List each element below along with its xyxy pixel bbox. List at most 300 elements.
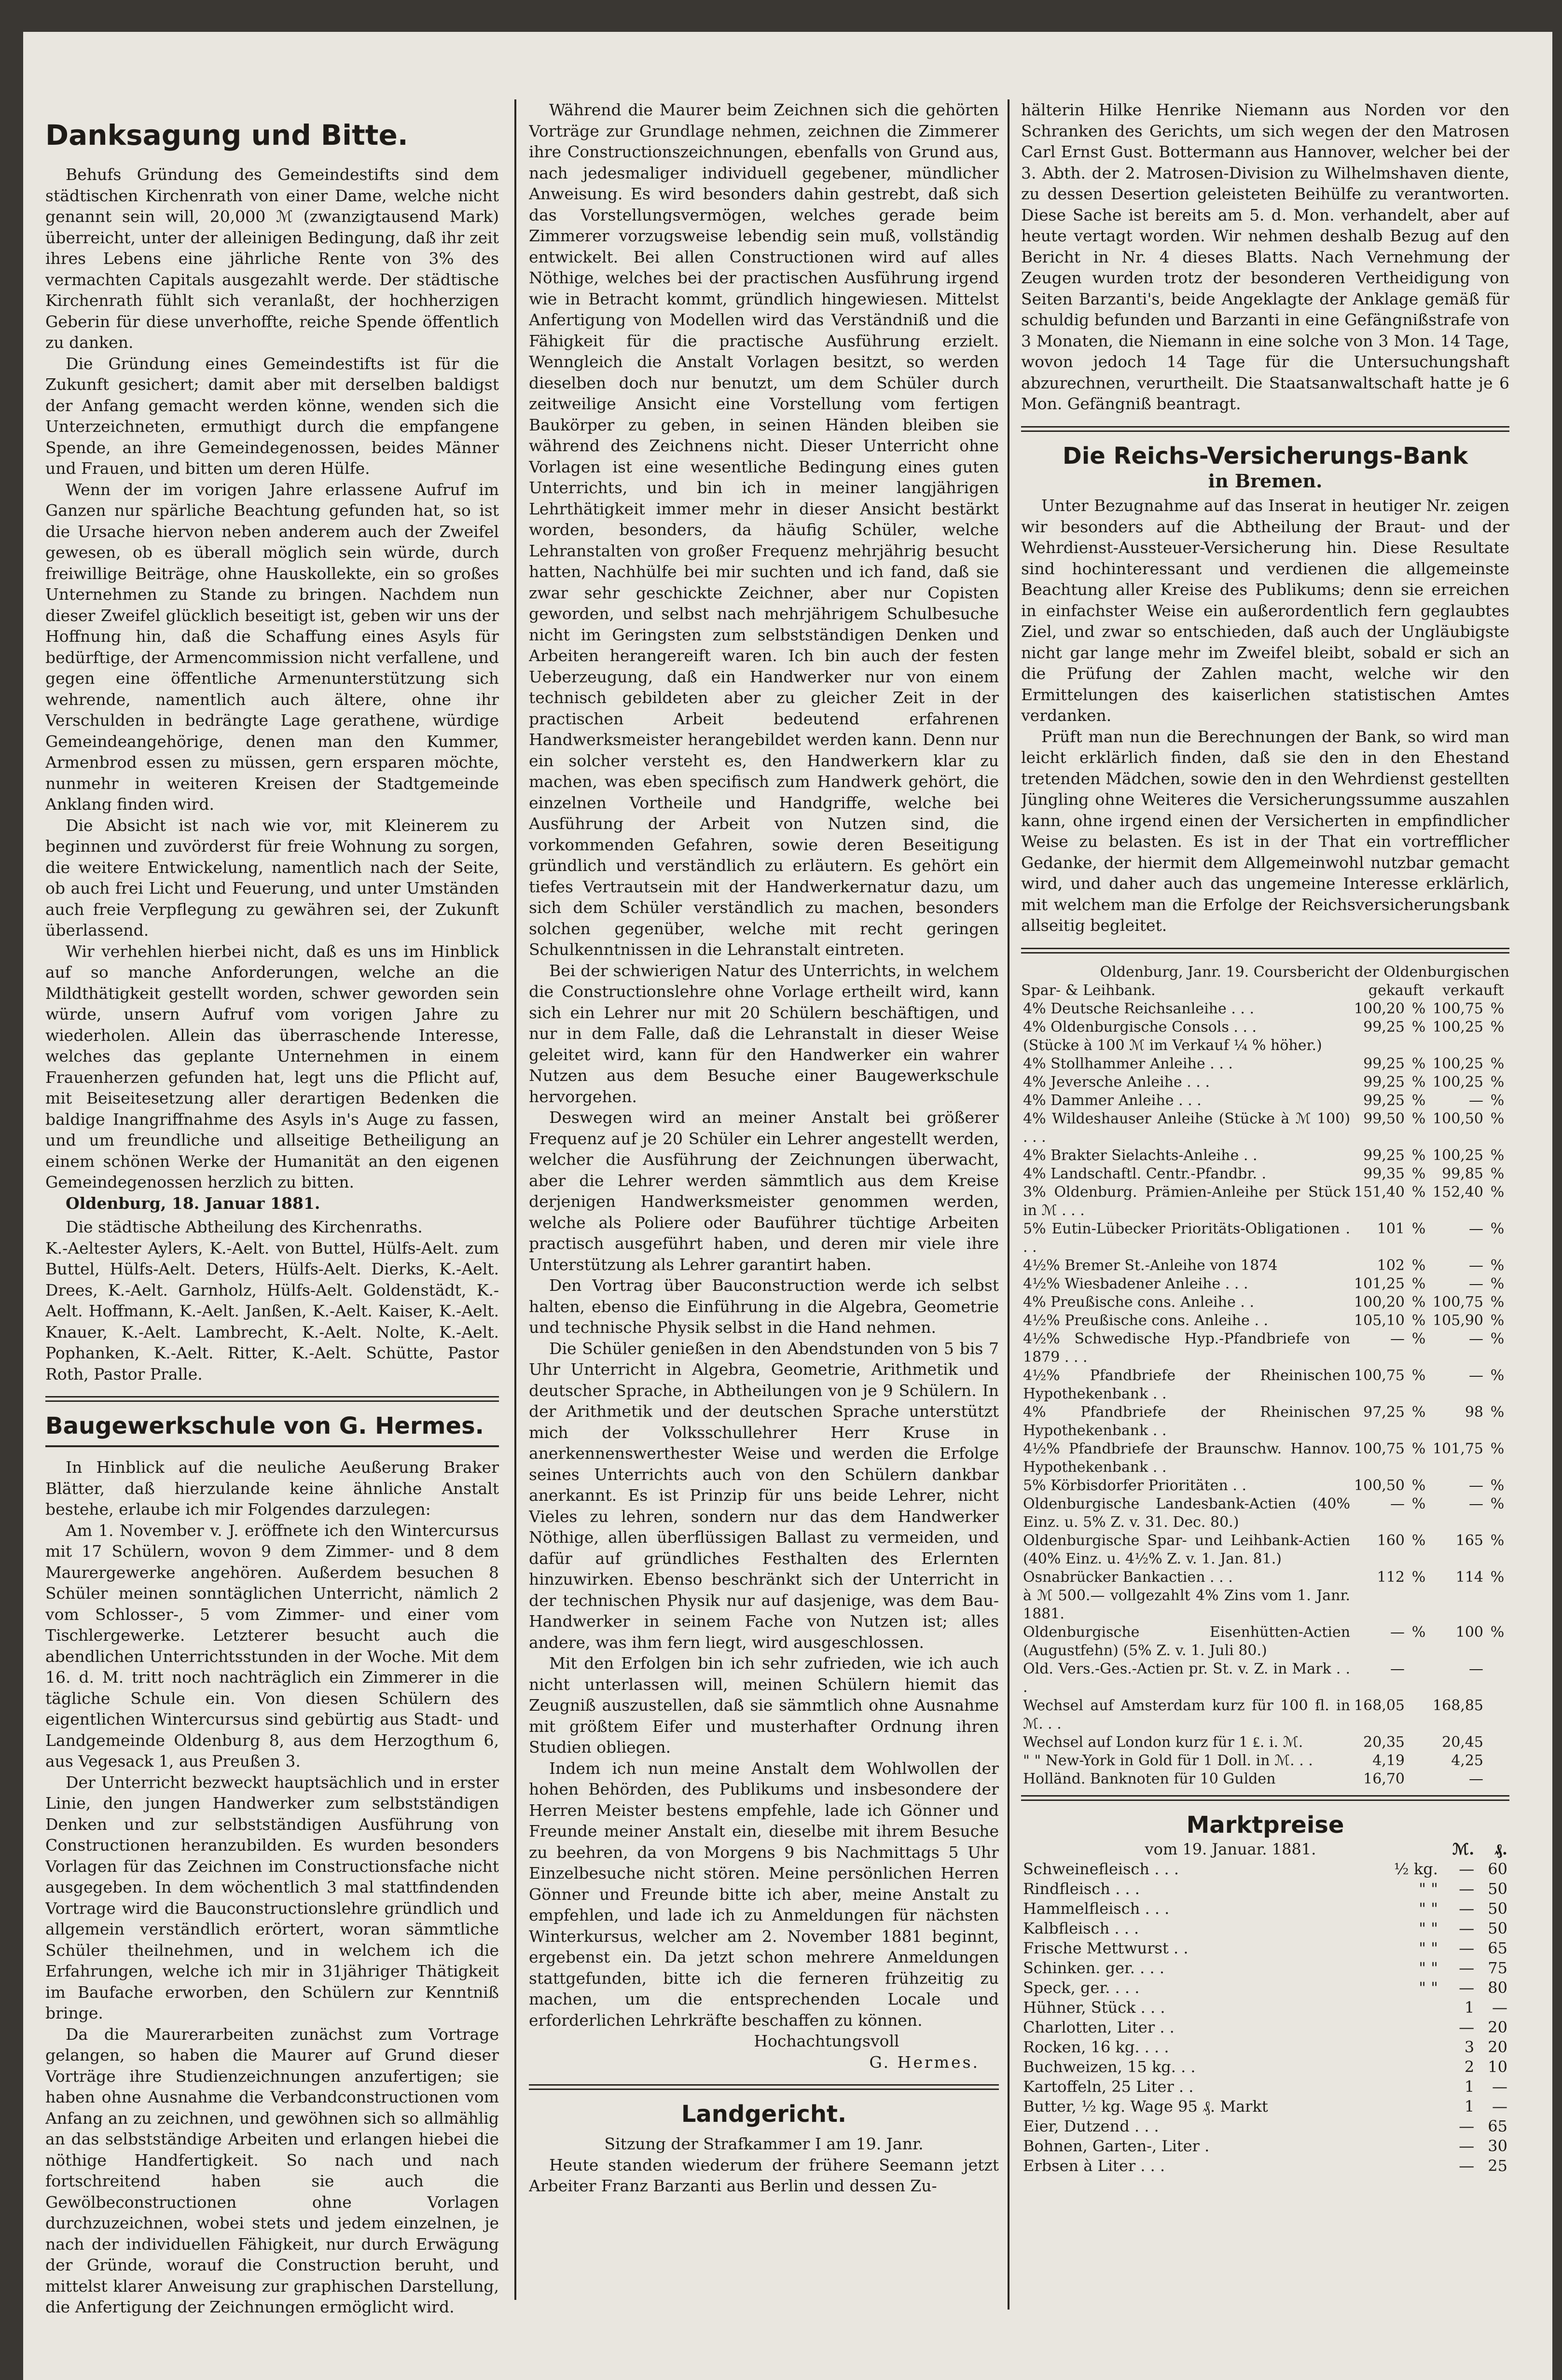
section-divider bbox=[1021, 948, 1509, 954]
kurs-gekauft: 20,35 bbox=[1363, 1733, 1405, 1751]
kurs-verkauft-pct: % bbox=[1490, 1330, 1505, 1347]
markt-mark: — bbox=[1459, 1978, 1475, 1997]
kurs-gekauft: — bbox=[1390, 1495, 1405, 1512]
kurs-verkauft-pct bbox=[1485, 1752, 1509, 1770]
kurs-gekauft-pct: % bbox=[1411, 1293, 1426, 1311]
dank-para: Die Gründung eines Gemeindestifts ist für die Zukunft gesichert; damit aber mit derselben baldigst der Anfang gemacht werden könne, wenden sich die Unterzeichneten, ermuthigt durch die empfangene Spende, an ihre Gemeindegenossen, beides Männer und Frauen, und bitten um deren Hülfe. bbox=[45, 354, 499, 478]
markt-row bbox=[1021, 1978, 1509, 1998]
kurs-row bbox=[1021, 1220, 1509, 1257]
kurs-verkauft-pct: % bbox=[1490, 1532, 1505, 1549]
markt-row bbox=[1021, 2018, 1509, 2037]
kurs-security: 4% Preußische cons. Anleihe . . bbox=[1023, 1293, 1254, 1311]
markt-row bbox=[1021, 2037, 1509, 2057]
kurs-col-headers bbox=[1360, 982, 1509, 1000]
markt-row bbox=[1021, 1958, 1509, 1978]
kurs-gekauft-pct: % bbox=[1411, 1165, 1426, 1182]
markt-row bbox=[1021, 2057, 1509, 2077]
kurs-gekauft: 99,25 bbox=[1363, 1073, 1405, 1091]
markt-unit bbox=[1372, 2018, 1440, 2037]
kurs-verkauft: 100,75 bbox=[1433, 1000, 1483, 1017]
kurs-gekauft-pct: % bbox=[1411, 1568, 1426, 1586]
kurs-gekauft-pct: % bbox=[1411, 1110, 1426, 1127]
kurs-gekauft bbox=[1352, 1587, 1407, 1623]
kurs-gekauft-pct: % bbox=[1411, 1018, 1426, 1036]
kurs-row bbox=[1021, 1183, 1509, 1220]
column-rule-2 bbox=[1008, 99, 1009, 2310]
kurs-gekauft-pct: % bbox=[1411, 1623, 1426, 1641]
kurs-row bbox=[1021, 1660, 1509, 1697]
markt-pf: 65 bbox=[1488, 1938, 1507, 1957]
kurs-gekauft-pct: % bbox=[1411, 1367, 1426, 1384]
column-3 bbox=[1021, 99, 1509, 2367]
kurs-verkauft: 99,85 bbox=[1442, 1165, 1483, 1182]
kurs-verkauft-pct: % bbox=[1490, 1018, 1505, 1036]
markt-unit: " " bbox=[1419, 1899, 1438, 1918]
kurs-verkauft-pct: % bbox=[1490, 1000, 1505, 1017]
kurs-verkauft-pct: % bbox=[1490, 1165, 1505, 1182]
kurs-gekauft-pct bbox=[1407, 1660, 1431, 1697]
bau-article-continued bbox=[529, 99, 999, 2073]
markt-mark: — bbox=[1459, 1919, 1475, 1937]
markt-item: Rindfleisch . . . bbox=[1023, 1879, 1140, 1898]
kurs-verkauft-pct: % bbox=[1490, 1568, 1505, 1586]
markt-pf: 50 bbox=[1488, 1879, 1507, 1898]
kurs-row bbox=[1021, 1293, 1509, 1312]
bau-para: Indem ich nun meine Anstalt dem Wohlwollen der hohen Behörden, des Publikums und insbesondere der Herren Meister bestens empfehle, lade ich Gönner und Freunde meiner Anstalt ein, dieselbe mit ihrem Besuche zu beehren, da von Morgens 9 bis Nachmittags 5 Uhr Einzelbesuche nicht stören. Meine persönlichen Herren Gönner und Freunde bitte ich aber, meine Anstalt zu empfehlen, und lade ich zu Anmeldungen für nächsten Winterkursus, welcher am 2. November 1881 beginnt, ergebenst ein. Da jetzt schon mehrere Anmeldungen stattgefunden, bitte ich die ferneren frühzeitig zu machen, um die entsprechenden Locale und erforderlichen Lehrkräfte beschaffen zu können. bbox=[529, 1758, 999, 2030]
markt-pf: 10 bbox=[1488, 2057, 1507, 2076]
dank-para: Wir verhehlen hierbei nicht, daß es uns im Hinblick auf so manche Anforderungen, welche an die Mildthätigkeit gestellt worden, schwer geworden sein würde, unsern Aufruf vom vorigen Jahre zu wiederholen. Allein das überraschende Interesse, welches das geplante Unternehmen in einem Frauenherzen gefunden hat, legt uns die Pflicht auf, mit Beiseitesetzung aller derartigen Bedenken die baldige Inangriffnahme des Asyls in's Auge zu fassen, und um freundliche und allseitige Betheiligung an einem schönen Werke der Humanität an den eigenen Gemeindegenossen herzlich zu bitten. bbox=[45, 941, 499, 1191]
kurs-gekauft-pct: % bbox=[1411, 1330, 1426, 1347]
kurs-gekauft-pct: % bbox=[1411, 1403, 1426, 1421]
kurs-verkauft-pct bbox=[1485, 1697, 1509, 1733]
kurs-row bbox=[1021, 1312, 1509, 1330]
kurs-gekauft-pct: % bbox=[1411, 1000, 1426, 1017]
kurs-row bbox=[1021, 1165, 1509, 1183]
markt-mark: — bbox=[1459, 2117, 1475, 2135]
kurs-gekauft: 99,35 bbox=[1363, 1165, 1405, 1182]
markt-pf: 80 bbox=[1488, 1978, 1507, 1997]
markt-unit: ½ kg. bbox=[1394, 1859, 1438, 1878]
markt-table bbox=[1021, 1840, 1509, 2176]
kurs-gekauft-pct: % bbox=[1411, 1275, 1426, 1292]
kurs-row bbox=[1021, 1073, 1509, 1092]
kurs-col-verkauft: verkauft bbox=[1442, 982, 1504, 999]
kurs-row bbox=[1021, 1092, 1509, 1110]
kurs-gekauft: 102 bbox=[1377, 1257, 1405, 1274]
markt-col-mark: ℳ. bbox=[1452, 1840, 1475, 1858]
markt-header-row bbox=[1021, 1840, 1509, 1859]
reichs-subtitle: in Bremen. bbox=[1208, 470, 1323, 492]
markt-mark: — bbox=[1459, 1859, 1475, 1878]
kurs-security: Osnabrücker Bankactien . . . bbox=[1023, 1568, 1233, 1586]
landgericht-article bbox=[529, 2100, 999, 2197]
kurs-verkauft: — bbox=[1469, 1275, 1483, 1292]
kurs-gekauft-pct: % bbox=[1411, 1532, 1426, 1549]
markt-mark: — bbox=[1459, 1879, 1475, 1898]
kurs-heading-line-1: Oldenburg, Janr. 19. Coursbericht der Oldenburgischen bbox=[1100, 963, 1509, 981]
kurs-gekauft-pct: % bbox=[1411, 1312, 1426, 1329]
kurs-verkauft-pct: % bbox=[1490, 1257, 1505, 1274]
kurs-verkauft-pct bbox=[1485, 1660, 1509, 1697]
section-divider bbox=[529, 2084, 999, 2090]
kurs-row bbox=[1021, 1623, 1509, 1660]
markt-item: Buchweizen, 15 kg. . . bbox=[1023, 2057, 1196, 2076]
kurs-gekauft: — bbox=[1390, 1330, 1405, 1347]
markt-unit bbox=[1372, 2057, 1440, 2077]
kurs-security: 4½% Preußische cons. Anleihe . . bbox=[1023, 1312, 1269, 1329]
markt-item: Charlotten, Liter . . bbox=[1023, 2018, 1175, 2036]
markt-pf: 30 bbox=[1488, 2136, 1507, 2155]
kurs-row bbox=[1021, 1257, 1509, 1275]
kurs-verkauft: 105,90 bbox=[1433, 1312, 1483, 1329]
kurs-verkauft: 101,75 bbox=[1433, 1440, 1483, 1457]
kurs-gekauft: 101 bbox=[1377, 1220, 1405, 1237]
markt-pf: — bbox=[1492, 1998, 1507, 2017]
kurs-gekauft-pct: % bbox=[1411, 1183, 1426, 1201]
markt-mark: 3 bbox=[1464, 2037, 1475, 2056]
kurs-verkauft-pct: % bbox=[1490, 1147, 1505, 1164]
landgericht-para: Heute standen wiederum der frühere Seemann jetzt Arbeiter Franz Barzanti aus Berlin und dessen Zu- bbox=[529, 2155, 999, 2195]
landgericht-continued bbox=[1021, 99, 1509, 415]
kurs-verkauft: 165 bbox=[1455, 1532, 1483, 1549]
markt-pf: — bbox=[1492, 2077, 1507, 2096]
kurs-verkauft: 100 bbox=[1455, 1623, 1483, 1641]
kurs-gekauft: 100,20 bbox=[1354, 1293, 1405, 1311]
kurs-gekauft: 160 bbox=[1377, 1532, 1405, 1549]
bau-signature: G. Hermes. bbox=[869, 2052, 980, 2072]
kurs-security: Wechsel auf London kurz für 1 ₤. i. ℳ. bbox=[1023, 1733, 1303, 1751]
kurs-gekauft: 100,50 bbox=[1354, 1477, 1405, 1494]
kurs-gekauft: 99,25 bbox=[1363, 1018, 1405, 1036]
markt-row bbox=[1021, 1998, 1509, 2018]
kurs-verkauft-pct: % bbox=[1490, 1275, 1505, 1292]
kurs-row bbox=[1021, 1733, 1509, 1752]
kurs-col-gekauft: gekauft bbox=[1368, 982, 1424, 999]
section-divider bbox=[1021, 426, 1509, 432]
kurs-security: Oldenburgische Spar- und Leihbank-Actien (40% Einz. u. 4½% Z. v. 1. Jan. 81.) bbox=[1023, 1532, 1351, 1567]
kurs-verkauft: — bbox=[1469, 1367, 1483, 1384]
markt-pf: 20 bbox=[1488, 2018, 1507, 2036]
markt-item: Schinken. ger. . . . bbox=[1023, 1958, 1164, 1977]
kurs-gekauft: 151,40 bbox=[1354, 1183, 1405, 1201]
kurs-verkauft: 168,85 bbox=[1433, 1697, 1483, 1714]
markt-row bbox=[1021, 2156, 1509, 2176]
markt-item: Butter, ½ kg. Wage 95 ₰. Markt bbox=[1023, 2097, 1268, 2116]
kurs-gekauft-pct: % bbox=[1411, 1495, 1426, 1512]
bau-para: Mit den Erfolgen bin ich sehr zufrieden, wie ich auch nicht unterlassen will, meinen Schülern hiemit das Zeugniß auszustellen, daß sie sämmtlich ohne Ausnahme mit größtem Eifer und musterhafter Ordnung ihren Studien obliegen. bbox=[529, 1654, 999, 1757]
kurs-verkauft-pct: % bbox=[1490, 1183, 1505, 1201]
kurs-security: (Stücke à 100 ℳ im Verkauf ¼ % höher.) bbox=[1023, 1037, 1322, 1054]
kurs-row bbox=[1021, 1330, 1509, 1367]
markt-pf: 50 bbox=[1488, 1899, 1507, 1918]
kurs-security: 4½% Pfandbriefe der Braunschw. Hannov. Hypothekenbank . . bbox=[1023, 1440, 1351, 1476]
bau-para: Während die Maurer beim Zeichnen sich die gehörten Vorträge zur Grundlage nehmen, zeichnen die Zimmerer ihre Constructionszeichnungen, ebenfalls von Grund aus, nach jedesmaliger individuell gegebener, mündlicher Anweisung. Es wird besonders dahin gestrebt, daß sich das Vorstellungsvermögen, welches gerade beim Zimmerer vorzugsweise lebendig sein muß, vollständig entwickelt. Bei allen Constructionen wird auf alles Nöthige, welches bei der practischen Ausführung irgend wie in Betracht kommt, gründlich hingewiesen. Mittelst Anfertigung von Modellen wird das Verständniß und die Fähigkeit für die practische Ausführung erzielt. Wenngleich die Anstalt Vorlagen besitzt, so werden dieselben doch nur benutzt, um dem Schüler durch zeitweilige Ansicht eine Vorstellung vom fertigen Baukörper zu geben, in seinen Händen bleiben sie während des Zeichnens nicht. Dieser Unterricht ohne Vorlagen ist eine wesentliche Bedingung eines guten Unterrichts, und bin ich in meiner langjährigen Lehrthätigkeit immer mehr in dieser Ansicht bestärkt worden, besonders, da häufig Schüler, welche Lehranstalten von großer Frequenz mehrjährig besucht hatten, Nachhülfe bei mir suchten und ich fand, daß sie zwar sehr geschickte Zeichner, aber nur Copisten geworden, und selbst nach mehrjährigem Schulbesuche nicht im Geringsten zum selbstständigen Denken und Arbeiten herangereift waren. Ich bin auch der festen Ueberzeugung, daß ein Handwerker nur von einem technisch gebildeten aber zu gleicher Zeit in der practischen Arbeit bedeutend erfahrenen Handwerksmeister herangebildet werden kann. Denn nur ein solcher versteht es, den Handwerkern klar zu machen, was eben specifisch zum Handwerk gehört, die einzelnen Vortheile und Handgriffe, welche bei Ausführung der Arbeit von Nutzen sind, die vorkommenden Gefahren, sowie deren Beseitigung gründlich und verständlich zu erläutern. Es gehört ein tiefes Vertrautsein mit der Handwerkernatur dazu, um sich dem Schüler verständlich zu machen, besonders solchen gegenüber, welche mit recht geringen Schulkenntnissen in die Lehranstalt eintreten. bbox=[529, 100, 999, 959]
kurs-verkauft-pct: % bbox=[1490, 1495, 1505, 1512]
markt-item: Frische Mettwurst . . bbox=[1023, 1938, 1189, 1957]
markt-item: Hammelfleisch . . . bbox=[1023, 1899, 1170, 1918]
markt-row bbox=[1021, 1859, 1509, 1879]
markt-mark: 1 bbox=[1464, 2097, 1475, 2116]
kurs-gekauft: 100,75 bbox=[1354, 1440, 1405, 1457]
markt-row bbox=[1021, 2136, 1509, 2156]
section-divider bbox=[45, 1396, 499, 1402]
landgericht-title: Landgericht. bbox=[681, 2101, 847, 2128]
kurs-verkauft-pct bbox=[1485, 1587, 1509, 1623]
markt-mark: — bbox=[1459, 1938, 1475, 1957]
kurs-gekauft: — bbox=[1390, 1623, 1405, 1641]
markt-unit bbox=[1372, 2136, 1440, 2156]
kurs-security: 5% Körbisdorfer Prioritäten . . bbox=[1023, 1477, 1247, 1494]
markt-unit bbox=[1372, 1998, 1440, 2018]
bau-para: Deswegen wird an meiner Anstalt bei größerer Frequenz auf je 20 Schüler ein Lehrer angestellt werden, welcher die Ausführung der Zeichnungen überwacht, aber die Lehrer werden sämmtlich aus dem Kreise derjenigen Handwerksmeister genommen werden, welche als Poliere oder Bauführer tüchtige Arbeiten practisch ausgeführt haben, und deren mir viele ihre Unterstützung als Lehrer garantirt haben. bbox=[529, 1108, 999, 1274]
kurs-verkauft: — bbox=[1469, 1660, 1483, 1677]
kurs-verkauft-pct: % bbox=[1490, 1403, 1505, 1421]
kurs-gekauft-pct: % bbox=[1411, 1477, 1426, 1494]
kurs-gekauft-pct: % bbox=[1411, 1092, 1426, 1109]
kurs-row bbox=[1021, 1587, 1509, 1623]
kurs-row bbox=[1021, 1495, 1509, 1532]
markt-row bbox=[1021, 2117, 1509, 2136]
kurs-verkauft: 152,40 bbox=[1433, 1183, 1483, 1201]
kurs-verkauft: — bbox=[1469, 1477, 1483, 1494]
markt-col-pf: ₰. bbox=[1494, 1840, 1507, 1858]
markt-mark: — bbox=[1459, 2018, 1475, 2036]
dank-signature-head: Die städtische Abtheilung des Kirchenraths. bbox=[66, 1218, 423, 1236]
kurs-row bbox=[1021, 1568, 1509, 1587]
kurs-heading bbox=[1021, 963, 1509, 1000]
kurs-row bbox=[1021, 1275, 1509, 1293]
newspaper-page bbox=[23, 32, 1552, 2380]
kursbericht bbox=[1021, 963, 1509, 1788]
bau-closing: Hochachtungsvoll bbox=[754, 2032, 899, 2050]
markt-mark: — bbox=[1459, 1958, 1475, 1977]
reichs-title: Die Reichs-Versicherungs-Bank bbox=[1062, 442, 1468, 470]
bau-para: Den Vortrag über Bauconstruction werde ich selbst halten, ebenso die Einführung in die Algebra, Geometrie und technische Physik selbst in die Hand nehmen. bbox=[529, 1276, 999, 1337]
kurs-verkauft-pct: % bbox=[1490, 1440, 1505, 1457]
kurs-gekauft: 99,50 bbox=[1363, 1110, 1405, 1127]
dank-title: Danksagung und Bitte. bbox=[45, 119, 408, 152]
kurs-gekauft: 105,10 bbox=[1354, 1312, 1405, 1329]
markt-pf: 20 bbox=[1488, 2037, 1507, 2056]
markt-pf: 65 bbox=[1488, 2117, 1507, 2135]
kurs-gekauft-pct: % bbox=[1411, 1257, 1426, 1274]
bau-article bbox=[45, 1411, 499, 2318]
markt-unit: " " bbox=[1419, 1958, 1438, 1977]
markt-row bbox=[1021, 1938, 1509, 1958]
kurs-verkauft: 100,25 bbox=[1433, 1073, 1483, 1091]
section-divider bbox=[1021, 1795, 1509, 1801]
dank-para: Wenn der im vorigen Jahre erlassene Aufruf im Ganzen nur spärliche Beachtung gefunden hat, so ist die Ursache hiervon neben anderem auch der Zweifel gewesen, ob es überall möglich sein würde, durch freiwillige Beiträge, ohne Hauskollekte, ein so großes Unternehmen zu Stande zu bringen. Nachdem nun dieser Zweifel glücklich beseitigt ist, geben wir uns der Hoffnung hin, daß die Schaffung eines Asyls für bedürftige, der Armencommission nicht verfallene, und gegen eine öffentliche Armenunterstützung sich wehrende, namentlich auch ältere, ohne ihr Verschulden in bedrängte Lage gerathene, würdige Gemeindeangehörige, denen man den Kummer, Armenbrod essen zu müssen, gern ersparen möchte, nunmehr in weiteren Kreisen der Stadtgemeinde Anklang finden wird. bbox=[45, 480, 499, 814]
kurs-verkauft: — bbox=[1469, 1257, 1483, 1274]
kurs-row bbox=[1021, 1440, 1509, 1477]
markt-item: Eier, Dutzend . . . bbox=[1023, 2117, 1159, 2135]
kurs-verkauft bbox=[1431, 1037, 1485, 1055]
landgericht-para: hälterin Hilke Henrike Niemann aus Norden vor den Schranken des Gerichts, um sich wegen der den Matrosen Carl Ernst Gust. Bottermann aus Hannover, welcher bei der 3. Abth. der 2. Matrosen-Division zu Wilhelmshaven diente, zu dessen Desertion geleisteten Beihülfe zu verantworten. Diese Sache ist bereits am 5. d. Mon. verhandelt, aber auf heute vertagt worden. Wir nehmen deshalb Bezug auf den Bericht in Nr. 4 dieses Blatts. Nach Vernehmung der Zeugen wurden trotz der besonderen Vertheidigung von Seiten Barzanti's, beide Angeklagte der Anklage gemäß für schuldig befunden und Barzanti in eine Gefängnißstrafe von 3 Monaten, die Niemann in eine solche von 3 Mon. 14 Tage, wovon jedoch 14 Tage für die Untersuchungshaft abzurechnen, verurtheilt. Die Staatsanwaltschaft hatte je 6 Mon. Gefängniß beantragt. bbox=[1021, 100, 1509, 413]
kurs-security: " " New-York in Gold für 1 Doll. in ℳ. . . bbox=[1023, 1752, 1313, 1769]
kurs-gekauft bbox=[1352, 1037, 1407, 1055]
kurs-gekauft: 100,20 bbox=[1354, 1000, 1405, 1017]
dank-dateline: Oldenburg, 18. Januar 1881. bbox=[66, 1193, 320, 1213]
kurs-table bbox=[1021, 1000, 1509, 1788]
dank-article bbox=[45, 116, 499, 1384]
markt-unit bbox=[1372, 2077, 1440, 2097]
column-2 bbox=[529, 99, 999, 2338]
markt-pf: 75 bbox=[1488, 1958, 1507, 1977]
markt-row bbox=[1021, 1879, 1509, 1899]
markt-item: Hühner, Stück . . . bbox=[1023, 1998, 1165, 2017]
kurs-row bbox=[1021, 1147, 1509, 1165]
markt-item: Erbsen à Liter . . . bbox=[1023, 2156, 1165, 2175]
kurs-row bbox=[1021, 1697, 1509, 1733]
kurs-verkauft-pct: % bbox=[1490, 1220, 1505, 1237]
kurs-gekauft-pct: % bbox=[1411, 1220, 1426, 1237]
markt-unit: " " bbox=[1419, 1978, 1438, 1997]
kurs-security: 4% Dammer Anleihe . . . bbox=[1023, 1092, 1202, 1109]
markt-item: Schweinefleisch . . . bbox=[1023, 1859, 1179, 1878]
kurs-verkauft: 100,25 bbox=[1433, 1018, 1483, 1036]
markt-item: Bohnen, Garten-, Liter . bbox=[1023, 2136, 1210, 2155]
kurs-gekauft-pct: % bbox=[1411, 1073, 1426, 1091]
kurs-gekauft-pct: % bbox=[1411, 1147, 1426, 1164]
column-1 bbox=[45, 99, 499, 2319]
kurs-row bbox=[1021, 1110, 1509, 1147]
markt-unit bbox=[1372, 2097, 1440, 2117]
kurs-gekauft: 101,25 bbox=[1354, 1275, 1405, 1292]
dank-para: Behufs Gründung des Gemeindestifts sind dem städtischen Kirchenrath von einer Dame, welche nicht genannt sein will, 20,000 ℳ (zwanzigtausend Mark) überreicht, unter der alleinigen Bedingung, daß ihr zeit ihres Lebens eine jährliche Rente von 3% des vermachten Capitals ausgezahlt werde. Der städtische Kirchenrath fühlt sich veranlaßt, der hochherzigen Geberin für diese unverhoffte, reiche Spende öffentlich zu danken. bbox=[45, 165, 499, 352]
bau-para: Der Unterricht bezweckt hauptsächlich und in erster Linie, den jungen Handwerker zum selbstständigen Denken und zur selbstständigen Ausführung von Constructionen heranzubilden. Es wurden besonders Vorlagen für das Zeichnen im Constructionsfache nicht ausgegeben. In dem wöchentlich 3 mal stattfindenden Vortrage wird die Bauconstructionslehre gründlich und allgemein verständlich erörtert, woran sämmtliche Schüler theilnehmen, und in welchem ich die Erfahrungen, welche ich mir in 31jähriger Thätigkeit im Baufache erworben, den Schülern zur Kenntniß bringe. bbox=[45, 1772, 499, 2022]
markt-unit bbox=[1372, 2037, 1440, 2057]
kurs-row bbox=[1021, 1770, 1509, 1788]
kurs-verkauft-pct: % bbox=[1490, 1073, 1505, 1091]
dank-signature-names: K.-Aeltester Aylers, K.-Aelt. von Buttel, Hülfs-Aelt. zum Buttel, Hülfs-Aelt. Deters, Hülfs-Aelt. Dierks, K.-Aelt. Drees, K.-Aelt. Garnholz, Hülfs-Aelt. Goldenstädt, K.-Aelt. Hoffmann, K.-Aelt. Janßen, K.-Aelt. Kaiser, K.-Aelt. Knauer, K.-Aelt. Lambrecht, K.-Aelt. Nolte, K.-Aelt. Pophanken, K.-Aelt. Ritter, K.-Aelt. Schütte, Pastor Roth, Pastor Pralle. bbox=[45, 1238, 499, 1384]
bau-para: Die Schüler genießen in den Abendstunden von 5 bis 7 Uhr Unterricht in Algebra, Geometrie, Arithmetik und deutscher Sprache, in Abtheilungen von je 9 Schülern. In der Arithmetik und der deutschen Sprache unterstützt mich der Volksschullehrer Herr Kruse in anerkennenswerthester Weise und werden die Erfolge seines Unterrichts auch von den Schülern dankbar anerkannt. Es ist Prinzip für uns beide Lehrer, nicht Vieles zu lehren, sondern nur das dem Handwerker Nöthige, allen überflüssigen Ballast zu vermeiden, und dafür auf gründliches Festhalten des Erlernten hinzuwirken. Ebenso beschränkt sich der Unterricht in der technischen Physik nur auf dasjenige, was dem Bau-Handwerker in seinem Fache von Nutzen ist; alles andere, was ihm fern liegt, wird ausgeschlossen. bbox=[529, 1339, 999, 1652]
kurs-verkauft: 98 bbox=[1465, 1403, 1483, 1421]
kurs-gekauft-pct bbox=[1407, 1770, 1431, 1788]
kurs-verkauft-pct bbox=[1485, 1733, 1509, 1752]
markt-mark: — bbox=[1459, 2136, 1475, 2155]
markt-row bbox=[1021, 2097, 1509, 2117]
kurs-verkauft-pct bbox=[1485, 1770, 1509, 1788]
kurs-verkauft: — bbox=[1469, 1770, 1483, 1787]
kurs-row bbox=[1021, 1367, 1509, 1403]
markt-item: Kartoffeln, 25 Liter . . bbox=[1023, 2077, 1194, 2096]
kurs-security: 4% Brakter Sielachts-Anleihe . . bbox=[1023, 1147, 1258, 1164]
kurs-row bbox=[1021, 1532, 1509, 1568]
kurs-security: Oldenburgische Eisenhütten-Actien (Augustfehn) (5% Z. v. 1. Juli 80.) bbox=[1023, 1623, 1351, 1659]
kurs-row bbox=[1021, 1403, 1509, 1440]
kurs-security: 4½% Schwedische Hyp.-Pfandbriefe von 1879 . . . bbox=[1023, 1330, 1351, 1366]
markt-pf: — bbox=[1492, 2097, 1507, 2116]
bau-para: Am 1. November v. J. eröffnete ich den Wintercursus mit 17 Schülern, wovon 9 dem Zimmer- und 8 dem Maurergewerke angehören. Außerdem besuchen 8 Schüler meinen sonntäglichen Unterricht, nämlich 2 vom Schlosser-, 5 vom Zimmer- und einer vom Tischlergewerke. Letzterer besucht auch die abendlichen Unterrichtsstunden in der Woche. Mit dem 16. d. M. tritt noch nachträglich ein Zimmerer in die tägliche Schule ein. Von diesen Schülern des eigentlichen Wintercursus sind gebürtig aus Stadt- und Landgemeinde Oldenburg 8, aus dem Herzogthum 6, aus Vegesack 1, aus Preußen 3. bbox=[45, 1521, 499, 1771]
kurs-gekauft-pct bbox=[1407, 1752, 1431, 1770]
kurs-gekauft: 16,70 bbox=[1363, 1770, 1405, 1787]
markt-mark: 2 bbox=[1464, 2057, 1475, 2076]
bau-para: In Hinblick auf die neuliche Aeußerung Braker Blätter, daß hierzulande keine ähnliche Anstalt bestehe, erlaube ich mir Folgendes darzulegen: bbox=[45, 1458, 499, 1519]
markt-date: vom 19. Januar. 1881. bbox=[1145, 1840, 1316, 1858]
kurs-security: 4½% Wiesbadener Anleihe . . . bbox=[1023, 1275, 1248, 1292]
kurs-verkauft: 20,45 bbox=[1442, 1733, 1483, 1751]
markt-pf: 60 bbox=[1488, 1859, 1507, 1878]
kurs-gekauft: 112 bbox=[1377, 1568, 1405, 1586]
bau-title: Baugewerkschule von G. Hermes. bbox=[45, 1412, 484, 1439]
kurs-verkauft-pct: % bbox=[1490, 1293, 1505, 1311]
kurs-security: à ℳ 500.— vollgezahlt 4% Zins vom 1. Janr. 1881. bbox=[1023, 1587, 1351, 1622]
markt-unit bbox=[1372, 2156, 1440, 2176]
kurs-security: 4% Landschaftl. Centr.-Pfandbr. . bbox=[1023, 1165, 1267, 1182]
markt-unit bbox=[1372, 2117, 1440, 2136]
kurs-verkauft-pct: % bbox=[1490, 1092, 1505, 1109]
kurs-row bbox=[1021, 1000, 1509, 1018]
title-rule bbox=[45, 1445, 499, 1447]
kurs-gekauft-pct bbox=[1407, 1733, 1431, 1752]
kurs-gekauft: 99,25 bbox=[1363, 1147, 1405, 1164]
dank-para: Die Absicht ist nach wie vor, mit Kleinerem zu beginnen und zuvörderst für freie Wohnung zu sorgen, die weitere Entwickelung, namentlich nach der Seite, ob auch frei Licht und Feuerung, und unter Umständen auch freie Verpflegung zu gewähren sei, der Zukunft überlassend. bbox=[45, 816, 499, 940]
markt-mark: — bbox=[1459, 2156, 1475, 2175]
kurs-gekauft: 168,05 bbox=[1354, 1697, 1405, 1714]
markt-row bbox=[1021, 1919, 1509, 1938]
kurs-row bbox=[1021, 1752, 1509, 1770]
kurs-gekauft: 4,19 bbox=[1372, 1752, 1405, 1769]
kurs-row bbox=[1021, 1037, 1509, 1055]
kurs-gekauft-pct bbox=[1407, 1037, 1431, 1055]
kurs-verkauft-pct: % bbox=[1490, 1477, 1505, 1494]
kurs-security: 4% Pfandbriefe der Rheinischen Hypothekenbank . . bbox=[1023, 1403, 1351, 1439]
reichs-para: Unter Bezugnahme auf das Inserat in heutiger Nr. zeigen wir besonders auf die Abtheilung der Braut- und der Wehrdienst-Aussteuer-Versicherung hin. Diese Resultate sind hochinteressant und verdienen die allgemeinste Beachtung aller Kreise des Publikums; denn sie erreichen in einfachster Weise ein außerordentlich fern geglaubtes Ziel, und zwar so entschieden, daß auch der Ungläubigste nicht gar lange mehr im Zweifel bleibt, sobald er sich an die Prüfung der Zahlen macht, welche wir den Ermittelungen des kaiserlichen statistischen Amtes verdanken. bbox=[1021, 496, 1509, 725]
column-rule-1 bbox=[514, 99, 516, 2300]
kurs-security: Old. Vers.-Ges.-Actien pr. St. v. Z. in Mark . . . bbox=[1023, 1660, 1351, 1696]
markt-pf: 50 bbox=[1488, 1919, 1507, 1937]
reichs-para: Prüft man nun die Berechnungen der Bank, so wird man leicht erklärlich finden, daß sie den in den Ehestand tretenden Mädchen, sowie den in den Wehrdienst gestellten Jüngling ohne Weiteres die Versicherungssumme auszahlen kann, ohne irgend einen der Versicherten in empfindlicher Weise zu belasten. Es ist in der That ein vortrefflicher Gedanke, der hiermit dem Allgemeinwohl nutzbar gemacht wird, und daher auch das ungemeine Interesse erklärlich, mit welchem man die Erfolge der Reichsversicherungsbank allseitig begleitet. bbox=[1021, 727, 1509, 935]
kurs-gekauft: — bbox=[1390, 1660, 1405, 1677]
kurs-security: Oldenburgische Landesbank-Actien (40% Einz. u. 5% Z. v. 31. Dec. 80.) bbox=[1023, 1495, 1351, 1531]
markt-title: Marktpreise bbox=[1186, 1811, 1344, 1839]
reichs-article bbox=[1021, 442, 1509, 936]
kurs-verkauft-pct: % bbox=[1490, 1055, 1505, 1072]
markt-item: Kalbfleisch . . . bbox=[1023, 1919, 1139, 1937]
markt-mark: 1 bbox=[1464, 2077, 1475, 2096]
kurs-security: Holländ. Banknoten für 10 Gulden bbox=[1023, 1770, 1276, 1787]
kurs-gekauft: 99,25 bbox=[1363, 1055, 1405, 1072]
kurs-verkauft: 4,25 bbox=[1451, 1752, 1483, 1769]
kurs-row bbox=[1021, 1477, 1509, 1495]
kurs-security: 4% Wildeshauser Anleihe (Stücke à ℳ 100) . . . bbox=[1023, 1110, 1351, 1146]
bau-para: Bei der schwierigen Natur des Unterrichts, in welchem die Constructionslehre ohne Vorlage ertheilt wird, kann sich ein Lehrer nur mit 20 Schülern beschäftigen, und nur in dem Falle, daß die Lehranstalt in dieser Weise geleitet wird, kann für den Handwerker ein wahrer Nutzen aus dem Besuche einer Baugewerkschule hervorgehen. bbox=[529, 961, 999, 1106]
kurs-row bbox=[1021, 1055, 1509, 1073]
markt-pf: 25 bbox=[1488, 2156, 1507, 2175]
markt-mark: — bbox=[1459, 1899, 1475, 1918]
kurs-gekauft-pct: % bbox=[1411, 1440, 1426, 1457]
kurs-security: 4% Jeversche Anleihe . . . bbox=[1023, 1073, 1210, 1091]
kurs-verkauft bbox=[1431, 1587, 1485, 1623]
kurs-security: 5% Eutin-Lübecker Prioritäts-Obligationen . . . bbox=[1023, 1220, 1351, 1256]
kurs-heading-bank: Spar- & Leihbank. bbox=[1021, 982, 1156, 999]
markt-unit: " " bbox=[1419, 1879, 1438, 1898]
kurs-heading-line-2 bbox=[1021, 982, 1509, 1000]
kurs-gekauft-pct bbox=[1407, 1697, 1431, 1733]
markt-unit: " " bbox=[1419, 1919, 1438, 1937]
kurs-security: 4½% Pfandbriefe der Rheinischen Hypothekenbank . . bbox=[1023, 1367, 1351, 1402]
markt-item: Rocken, 16 kg. . . . bbox=[1023, 2037, 1169, 2056]
kurs-verkauft-pct: % bbox=[1490, 1623, 1505, 1641]
kurs-verkauft: 100,50 bbox=[1433, 1110, 1483, 1127]
kurs-gekauft: 99,25 bbox=[1363, 1092, 1405, 1109]
kurs-verkauft: — bbox=[1469, 1330, 1483, 1347]
kurs-security: 4% Deutsche Reichsanleihe . . . bbox=[1023, 1000, 1255, 1017]
kurs-security: 4% Oldenburgische Consols . . . bbox=[1023, 1018, 1257, 1036]
kurs-verkauft: 100,25 bbox=[1433, 1147, 1483, 1164]
kurs-security: Wechsel auf Amsterdam kurz für 100 fl. in ℳ. . . bbox=[1023, 1697, 1351, 1732]
markt-row bbox=[1021, 1899, 1509, 1919]
